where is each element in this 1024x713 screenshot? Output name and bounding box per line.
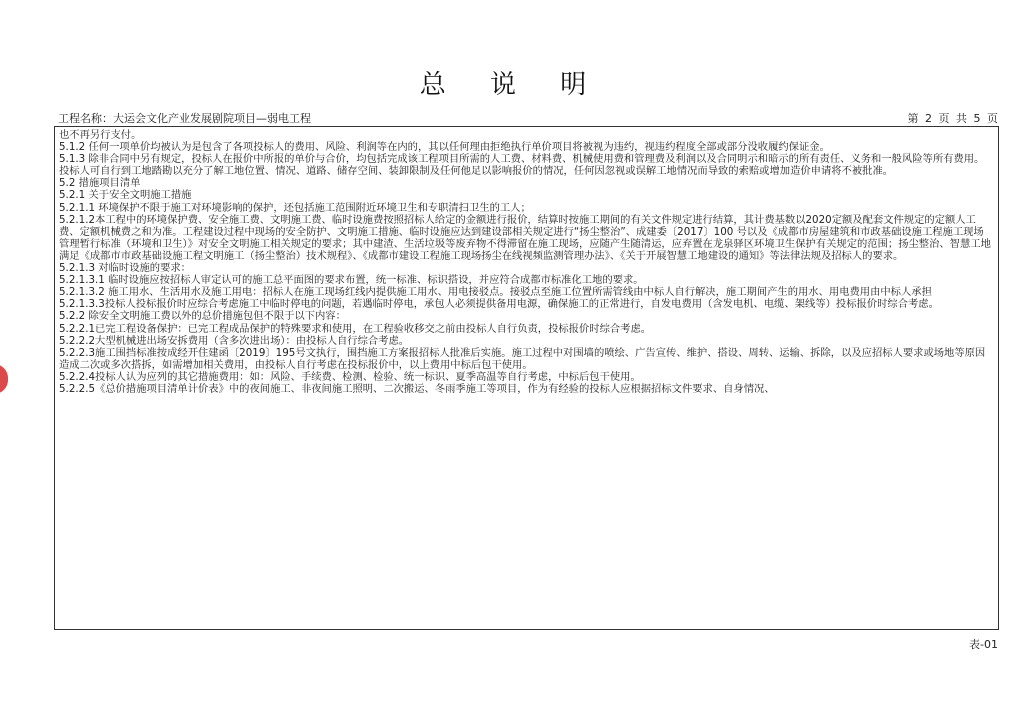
section-heading: 5.2.2 除安全文明施工费以外的总价措施包但不限于以下内容： [59,310,346,323]
paragraph: 5.2.1.2本工程中的环境保护费、安全施工费、文明施工费、临时设施费按照招标人给定的金额进行报价，结算时按施工期间的有关文件规定进行结算，其计费基数以2020定额及配套文件规定的定额人工费、定额机械费之和为准。工程建设过程中现场的安全防护、文明施工措施、临时设施应达到建设部相关规定进行“扬尘整治”、成建委〔2017〕100 号以及《成都市房屋建筑和市政基础设施工程施工现场管理暂行标准（环境和卫生）》对安全文明施工相关规定的要求；其中建渣、生活垃圾等废弃物不得滞留在施工现场，应随产生随清运，应弃置在龙泉驿区环境卫生保护有关规定的范围；扬尘整治、智慧工地满足《成都市市政基础设施工程文明施工（扬尘整治）技术规程》、《成都市建设工程施工现场扬尘在线视频监测管理办法》、《关于开展智慧工地建设的通知》等法律法规及招标人的要求。 [59,213,991,262]
paragraph: 5.2.1.3.2 施工用水、生活用水及施工用电：招标人在施工现场红线内提供施工用水、用电接驳点。接驳点至施工位置所需管线由中标人自行解决，施工期间产生的用水、用电费用由中标人承担 [59,286,932,299]
content-frame [54,126,999,630]
paragraph: 5.2.1.1 环境保护不限于施工对环境影响的保护，还包括施工范围附近环境卫生和专职清扫卫生的工人； [59,201,531,214]
seal-stamp-edge [0,364,8,394]
paragraph: 5.2.1.3.3投标人投标报价时应综合考虑施工中临时停电的问题，若遇临时停电，承包人必须提供备用电源，确保施工的正常进行，自发电费用（含发电机、电缆、架线等）投标报价时综合考虑。 [59,298,939,311]
section-heading: 5.2.1.3 对临时设施的要求： [59,262,191,275]
form-code: 表-01 [969,638,998,651]
page-title: 总 说 明 [419,70,605,100]
section-heading: 5.2 措施项目清单 [59,177,141,190]
paragraph: 也不再另行支付。 [59,129,142,141]
paragraph: 5.2.2.3施工围挡标准按成经开住建函〔2019〕195号文执行，围挡施工方案报招标人批准后实施。施工过程中对围墙的喷绘、广告宣传、维护、搭设、周转、运输、拆除，以及应招标人要求或场地等原因造成二次或多次搭拆，如需增加相关费用，由投标人自行考虑在投标报价中，以上费用中标后包干使用。 [59,346,986,371]
paragraph: 5.2.2.1已完工程设备保护：已完工程成品保护的特殊要求和使用，在工程验收移交之前由投标人自行负责，投标报价时综合考虑。 [59,322,652,335]
paragraph: 5.2.1.3.1 临时设施应按招标人审定认可的施工总平面图的要求布置，统一标准、标识搭设，并应符合成都市标准化工地的要求。 [59,274,644,287]
paragraph: 5.2.2.4投标人认为应列的其它措施费用：如：风险、手续费、检测、检验、统一标识、夏季高温等自行考虑，中标后包干使用。 [59,370,641,383]
body-text [59,129,994,395]
project-name: 工程名称：大运会文化产业发展剧院项目—弱电工程 [58,112,311,125]
paragraph: 5.1.3 除非合同中另有规定，投标人在报价中所报的单价与合价，均包括完成该工程项目所需的人工费、材料费、机械使用费和管理费及利润以及合同明示和暗示的所有责任、义务和一般风险等所有费用。投标人可自行到工地踏勘以充分了解工地位置、情况、道路、储存空间、装卸限制及任何他足以影响报价的情况，任何因忽视或误解工地情况而导致的索赔或增加造价申请将不被批准。 [59,153,985,178]
section-heading: 5.2.1 关于安全文明施工措施 [59,189,192,202]
page-number-info: 第 2 页 共 5 页 [907,112,998,125]
paragraph: 5.1.2 任何一项单价均被认为是包含了各项投标人的费用、风险、利润等在内的，其以任何理由拒绝执行单价项目将被视为违约，视违约程度全部或部分没收履约保证金。 [59,141,830,154]
paragraph: 5.2.2.5《总价措施项目清单计价表》中的夜间施工、非夜间施工照明、二次搬运、冬雨季施工等项目，作为有经验的投标人应根据招标文件要求、自身情况、 [59,382,775,395]
paragraph: 5.2.2.2大型机械进出场安拆费用（含多次进出场）：由投标人自行综合考虑。 [59,334,410,347]
